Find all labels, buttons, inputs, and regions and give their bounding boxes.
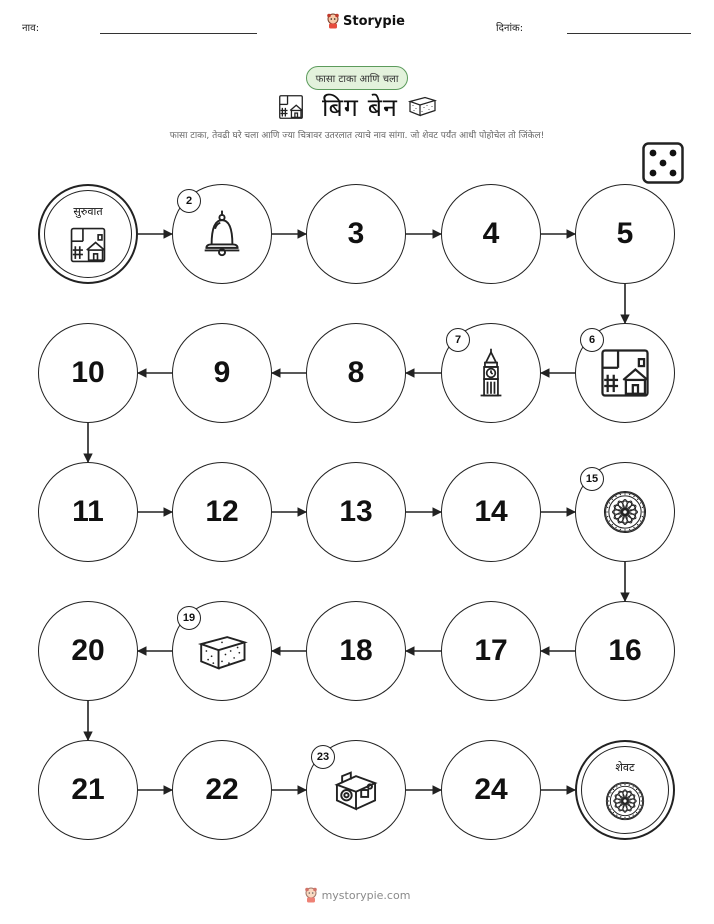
rose-window-icon [605, 781, 645, 821]
board-square [441, 740, 541, 840]
date-label: दिनांक: [496, 23, 524, 34]
board-square [306, 740, 406, 840]
stone-block-icon [196, 625, 248, 677]
board-square [575, 601, 675, 701]
board-square [575, 462, 675, 562]
start-label: सुरुवात [73, 205, 103, 218]
instructions-text: फासा टाका, तेवढी घरे चला आणि ज्या चित्रावर उतरलात त्याचे नाव सांगा. जो शेवट पर्यंत आधी पोहोचेल तो जिंकेल! [169, 131, 545, 141]
footer-url[interactable]: mystorypie.com [321, 888, 411, 902]
clock-mechanism-icon [330, 764, 382, 816]
square-number-badge: 6 [580, 328, 604, 352]
board-square [441, 323, 541, 423]
square-number: 8 [347, 356, 365, 389]
floor-plan-icon [69, 226, 107, 264]
square-number: 12 [205, 495, 239, 528]
square-number: 5 [616, 217, 634, 250]
square-number: 3 [347, 217, 365, 250]
square-number-badge: 2 [177, 189, 201, 213]
start-square [38, 184, 138, 284]
clock-tower-icon [465, 347, 517, 399]
board-square [172, 184, 272, 284]
board-square [172, 601, 272, 701]
square-number: 21 [71, 773, 105, 806]
finish-square [575, 740, 675, 840]
board-square [38, 601, 138, 701]
board-square [306, 184, 406, 284]
board-square [441, 601, 541, 701]
rose-window-icon [603, 490, 647, 534]
board-square [441, 462, 541, 562]
page-title: बिग बेन [322, 93, 398, 122]
square-number: 14 [474, 495, 508, 528]
board-square [441, 184, 541, 284]
square-number: 13 [339, 495, 373, 528]
board-square [575, 184, 675, 284]
board-square [306, 323, 406, 423]
bell-icon [196, 208, 248, 260]
storypie-mascot-icon [304, 887, 318, 903]
board-square [172, 740, 272, 840]
square-number: 24 [474, 773, 508, 806]
square-number-badge: 7 [446, 328, 470, 352]
footer [0, 887, 714, 903]
board-square [38, 740, 138, 840]
square-number: 17 [474, 634, 508, 667]
square-number: 4 [482, 217, 500, 250]
square-number: 16 [608, 634, 642, 667]
board-square [306, 601, 406, 701]
square-number: 9 [213, 356, 231, 389]
square-number: 11 [72, 495, 104, 528]
square-number: 18 [339, 634, 373, 667]
board-square [38, 462, 138, 562]
square-number: 22 [205, 773, 239, 806]
square-number-badge: 19 [177, 606, 201, 630]
square-number-badge: 15 [580, 467, 604, 491]
board-square [38, 323, 138, 423]
square-number: 10 [71, 356, 105, 389]
board-square [575, 323, 675, 423]
brand-name: Storypie [343, 13, 405, 29]
board-square [172, 323, 272, 423]
finish-label: शेवट [615, 761, 635, 774]
board-square [306, 462, 406, 562]
square-number: 20 [71, 634, 105, 667]
floor-plan-icon [599, 347, 651, 399]
board-square [172, 462, 272, 562]
square-number-badge: 23 [311, 745, 335, 769]
name-label: नाव: [22, 23, 40, 34]
game-type-pill: फासा टाका आणि चला [306, 66, 409, 90]
